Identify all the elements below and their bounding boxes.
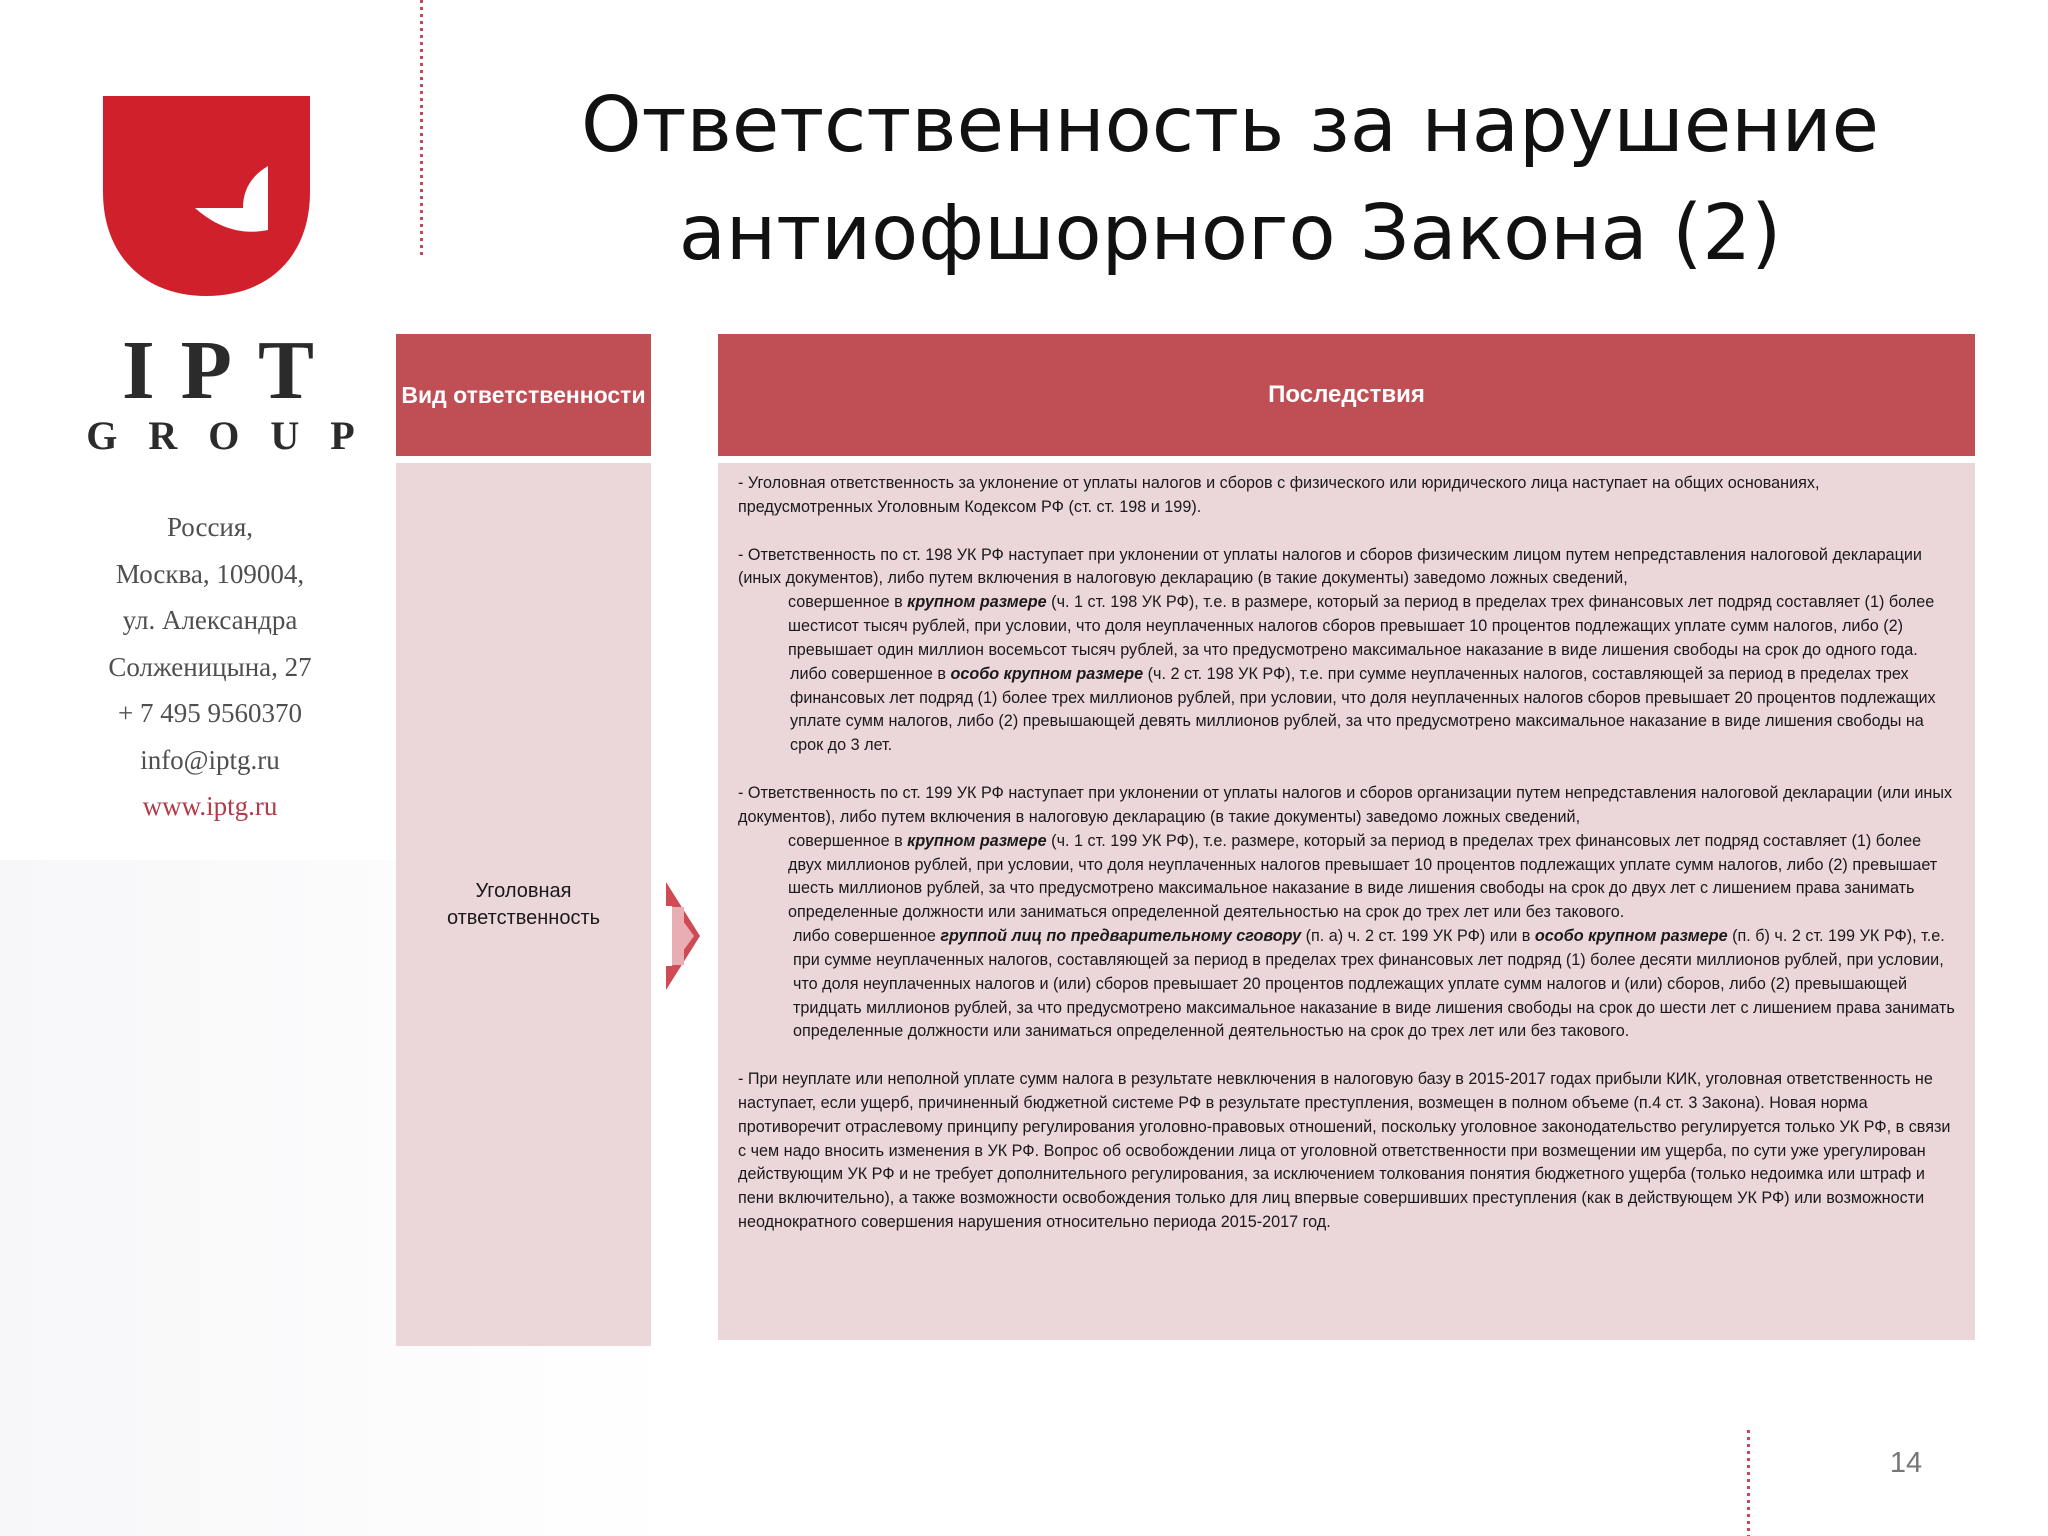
contact-country: Россия, [166, 512, 254, 542]
page-number: 14 [1889, 1447, 1923, 1479]
contact-website-link[interactable]: www.iptg.ru [142, 791, 278, 821]
paragraph-art-199: - Ответственность по ст. 199 УК РФ наступает при уклонении от уплаты налогов и сборов организации путем непредставления налоговой декларации (или иных документов), либо путем включения в налоговую декларацию (в такие документы) заведомо ложных сведений, [738, 783, 1953, 826]
contact-city: Москва, 109004, [115, 558, 305, 589]
text-fragment: совершенное в [788, 831, 908, 850]
emphasis-especially-large-size: особо крупном размере [1534, 927, 1728, 946]
text-fragment: (ч. 1 ст. 198 УК РФ), т.е. в размере, который за период в пределах трех финансовых лет подряд составляет (1) более шестисот тысяч рублей, при условии, что доля неуплаченных налогов сборов превышает 10 процентов подлежащих уплате сумм налогов, либо (2) превышает один миллион восемьсот тысяч рублей, за что предусмотрено максимальное наказание в виде лишения свободы на срок до одного года. [788, 593, 1935, 659]
cell-consequences-text [718, 463, 1975, 1340]
row-label: Уголовная ответственность [446, 879, 601, 929]
contact-street: ул. Александра [122, 605, 298, 635]
paragraph-art-198-part-1 [738, 591, 1957, 663]
title-line-2: антиофшорного Закона (2) [678, 189, 1782, 278]
divider-dots-bottom [1747, 1430, 1750, 1536]
paragraph-art-198: - Ответственность по ст. 198 УК РФ наступает при уклонении от уплаты налогов и сборов физическим лицом путем непредставления налоговой декларации (иных документов), либо путем включения в налоговую декларацию (в такие документы) заведомо ложных сведений, [738, 545, 1922, 588]
emphasis-large-size: крупном размере [907, 593, 1047, 612]
emphasis-large-size: крупном размере [907, 831, 1047, 850]
header-responsibility-type: Вид ответственности [396, 334, 651, 456]
text-fragment: (ч. 1 ст. 199 УК РФ), т.е. размере, который за период в пределах трех финансовых лет подряд составляет (1) более двух миллионов рублей, при условии, что доля неуплаченных налогов превышает 10 процентов подлежащих уплате сумм налогов, либо (2) превышает шесть миллионов рублей, за что предусмотрено максимальное наказание в виде лишения свободы на срок до двух лет с лишением права занимать определенные должности или заниматься определенной деятельностью на срок до трех лет или без такового. [788, 831, 1938, 922]
contact-block [60, 504, 360, 830]
contact-email[interactable]: info@iptg.ru [140, 744, 280, 775]
ipt-logo-icon [103, 96, 310, 296]
brand-name: IPT [121, 324, 341, 417]
paragraph-kik-exemption: - При неуплате или неполной уплате сумм налога в результате невключения в налоговую базу в 2015-2017 годах прибыли КИК, уголовная ответственность не наступает, если ущерб, причиненный бюджетной системе РФ в результате преступления, возмещен в полном объеме (п.4 ст. 3 Закона). Новая норма противоречит отраслевому принципу регулирования уголовно-правовых отношений, поскольку уголовное законодательство регулируется только УК РФ, в связи с чем надо вносить изменения в УК РФ. Вопрос об освобождении лица от уголовной ответственности при возмещении им ущерба, по сути уже урегулирован действующим УК РФ и не требует дополнительного регулирования, за исключением толкования понятия бюджетного ущерба (только недоимка или штраф и пени включительно), а также возможности освобождения только для лиц впервые совершивших преступления (как в действующем УК РФ) или возможности неоднократного совершения нарушения относительно периода 2015-2017 год. [738, 1070, 1951, 1232]
cell-criminal-responsibility [396, 463, 651, 1346]
divider-dots-top [420, 0, 423, 255]
paragraph-general: - Уголовная ответственность за уклонение от уплаты налогов и сборов с физического или юридического лица наступает на общих основаниях, предусмотренных Уголовным Кодексом РФ (ст. ст. 198 и 199). [738, 474, 1820, 516]
page-title [440, 72, 2020, 288]
text-fragment: либо совершенное [793, 927, 941, 946]
title-line-1: Ответственность за нарушение [580, 81, 1880, 170]
text-fragment: (п. а) ч. 2 ст. 199 УК РФ) или в [1301, 927, 1535, 946]
text-fragment: либо совершенное в [790, 664, 951, 683]
emphasis-especially-large-size: особо крупном размере [950, 664, 1144, 683]
emphasis-group-conspiracy: группой лиц по предварительному сговору [940, 927, 1302, 946]
paragraph-art-198-part-2 [738, 663, 1957, 758]
header-consequences: Последствия [718, 334, 1975, 456]
arrow-right-icon [664, 880, 702, 992]
text-fragment: (п. б) ч. 2 ст. 199 УК РФ), т.е. при сумме неуплаченных налогов, составляющей за период в пределах трех финансовых лет подряд (1) более десяти миллионов рублей, при условии, что доля неуплаченных налогов и (или) сборов превышает 20 процентов подлежащих уплате сумм налогов и (или) сборов, либо (2) превышающей тридцать миллионов рублей, за что предусмотрено максимальное наказание в виде лишения свободы на срок до шести лет с лишением права занимать определенные должности или заниматься определенной деятельностью на срок до трех лет или без такового. [793, 927, 1955, 1041]
brand-subtitle: GROUP [86, 413, 386, 458]
contact-street-2: Солженицына, 27 [108, 651, 312, 682]
paragraph-art-199-part-2 [738, 925, 1957, 1044]
contact-phone: + 7 495 9560370 [118, 698, 302, 728]
text-fragment: совершенное в [788, 593, 908, 612]
text-fragment: (ч. 2 ст. 198 УК РФ), т.е. при сумме неуплаченных налогов, составляющей за период в пределах трех финансовых лет подряд (1) более трех миллионов рублей, при условии, что доля неуплаченных налогов сборов превышает 20 процентов подлежащих уплате сумм налогов, либо (2) превышающей девять миллионов рублей, за что предусмотрено максимальное наказание в виде лишения свободы на срок до 3 лет. [790, 664, 1936, 755]
paragraph-art-199-part-1 [738, 830, 1957, 925]
